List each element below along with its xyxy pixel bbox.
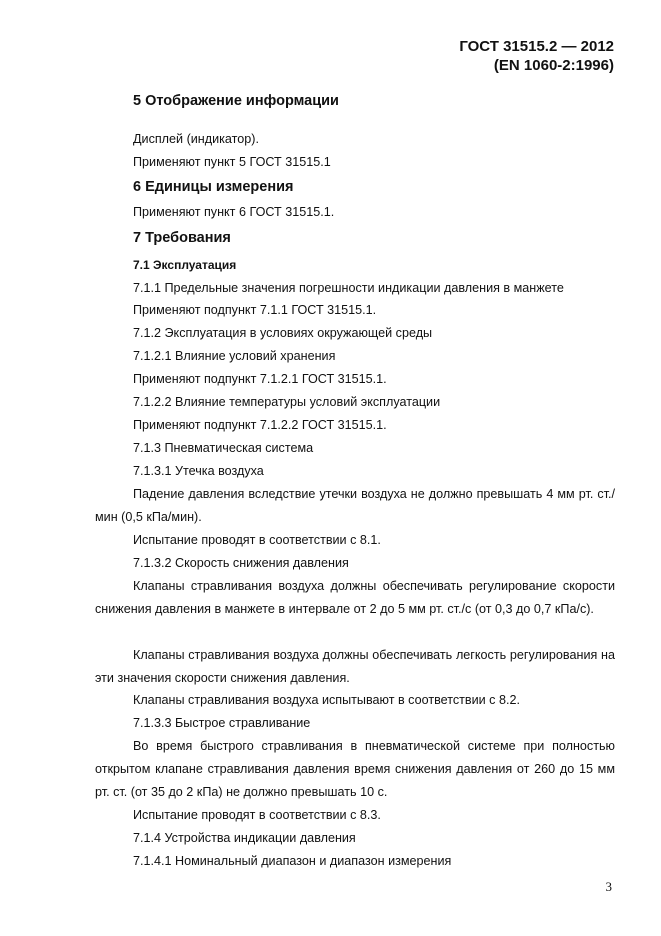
paragraph-7-1-3-1-text: Падение давления вследствие утечки воздуха не должно превышать 4 мм рт. ст./мин (0,5 кПа/мин). <box>95 487 615 524</box>
paragraph-7-1-2-2-text: Применяют подпункт 7.1.2.2 ГОСТ 31515.1. <box>133 418 387 432</box>
paragraph-7-1-3-3: 7.1.3.3 Быстрое стравливание <box>133 716 311 730</box>
document-header <box>459 37 614 75</box>
paragraph-7-1-3: 7.1.3 Пневматическая система <box>133 441 314 455</box>
paragraph-7-1-3-1: 7.1.3.1 Утечка воздуха <box>133 464 264 478</box>
section-5-title: 5 Отображение информации <box>133 93 339 109</box>
paragraph-7-1-2-1-text: Применяют подпункт 7.1.2.1 ГОСТ 31515.1. <box>133 372 387 386</box>
standard-code: ГОСТ 31515.2 — 2012 <box>459 38 614 55</box>
paragraph-7-1-4-1: 7.1.4.1 Номинальный диапазон и диапазон измерения <box>133 854 452 868</box>
paragraph-7-1-3-2-test: Клапаны стравливания воздуха испытывают в соответствии с 8.2. <box>133 693 520 707</box>
section-7-1-title: 7.1 Эксплуатация <box>133 258 237 272</box>
section-6-title: 6 Единицы измерения <box>133 179 294 195</box>
section-6-text-1: Применяют пункт 6 ГОСТ 31515.1. <box>133 205 335 219</box>
paragraph-7-1-2-2: 7.1.2.2 Влияние температуры условий эксплуатации <box>133 395 441 409</box>
standard-equivalent: (EN 1060-2:1996) <box>493 57 614 74</box>
paragraph-7-1-3-2-text-2: Клапаны стравливания воздуха должны обеспечивать легкость регулирования на эти значения скорости снижения давления. <box>95 648 615 685</box>
section-7-title: 7 Требования <box>133 230 231 246</box>
paragraph-7-1-3-2: 7.1.3.2 Скорость снижения давления <box>133 556 349 570</box>
paragraph-7-1-3-3-text: Во время быстрого стравливания в пневматической системе при полностью открытом клапане стравливания давления время снижения давления от 260 до 15 мм рт. ст. (от 35 до 2 кПа) не должно превышать 10 с. <box>95 739 615 799</box>
paragraph-7-1-2: 7.1.2 Эксплуатация в условиях окружающей среды <box>133 326 433 340</box>
paragraph-7-1-2-1: 7.1.2.1 Влияние условий хранения <box>133 349 336 363</box>
paragraph-7-1-4: 7.1.4 Устройства индикации давления <box>133 831 356 845</box>
section-5-text-2: Применяют пункт 5 ГОСТ 31515.1 <box>133 155 331 169</box>
section-5-text-1: Дисплей (индикатор). <box>133 132 259 146</box>
page-number: 3 <box>605 879 612 894</box>
paragraph-7-1-3-1-test: Испытание проводят в соответствии с 8.1. <box>133 533 381 547</box>
paragraph-7-1-1: 7.1.1 Предельные значения погрешности индикации давления в манжете <box>133 281 564 295</box>
paragraph-7-1-3-3-test: Испытание проводят в соответствии с 8.3. <box>133 808 381 822</box>
paragraph-7-1-1-text: Применяют подпункт 7.1.1 ГОСТ 31515.1. <box>133 303 377 317</box>
paragraph-7-1-3-2-text-1: Клапаны стравливания воздуха должны обеспечивать регулирование скорости снижения давления в манжете в интервале от 2 до 5 мм рт. ст./с (от 0,3 до 0,7 кПа/с). <box>95 579 615 616</box>
